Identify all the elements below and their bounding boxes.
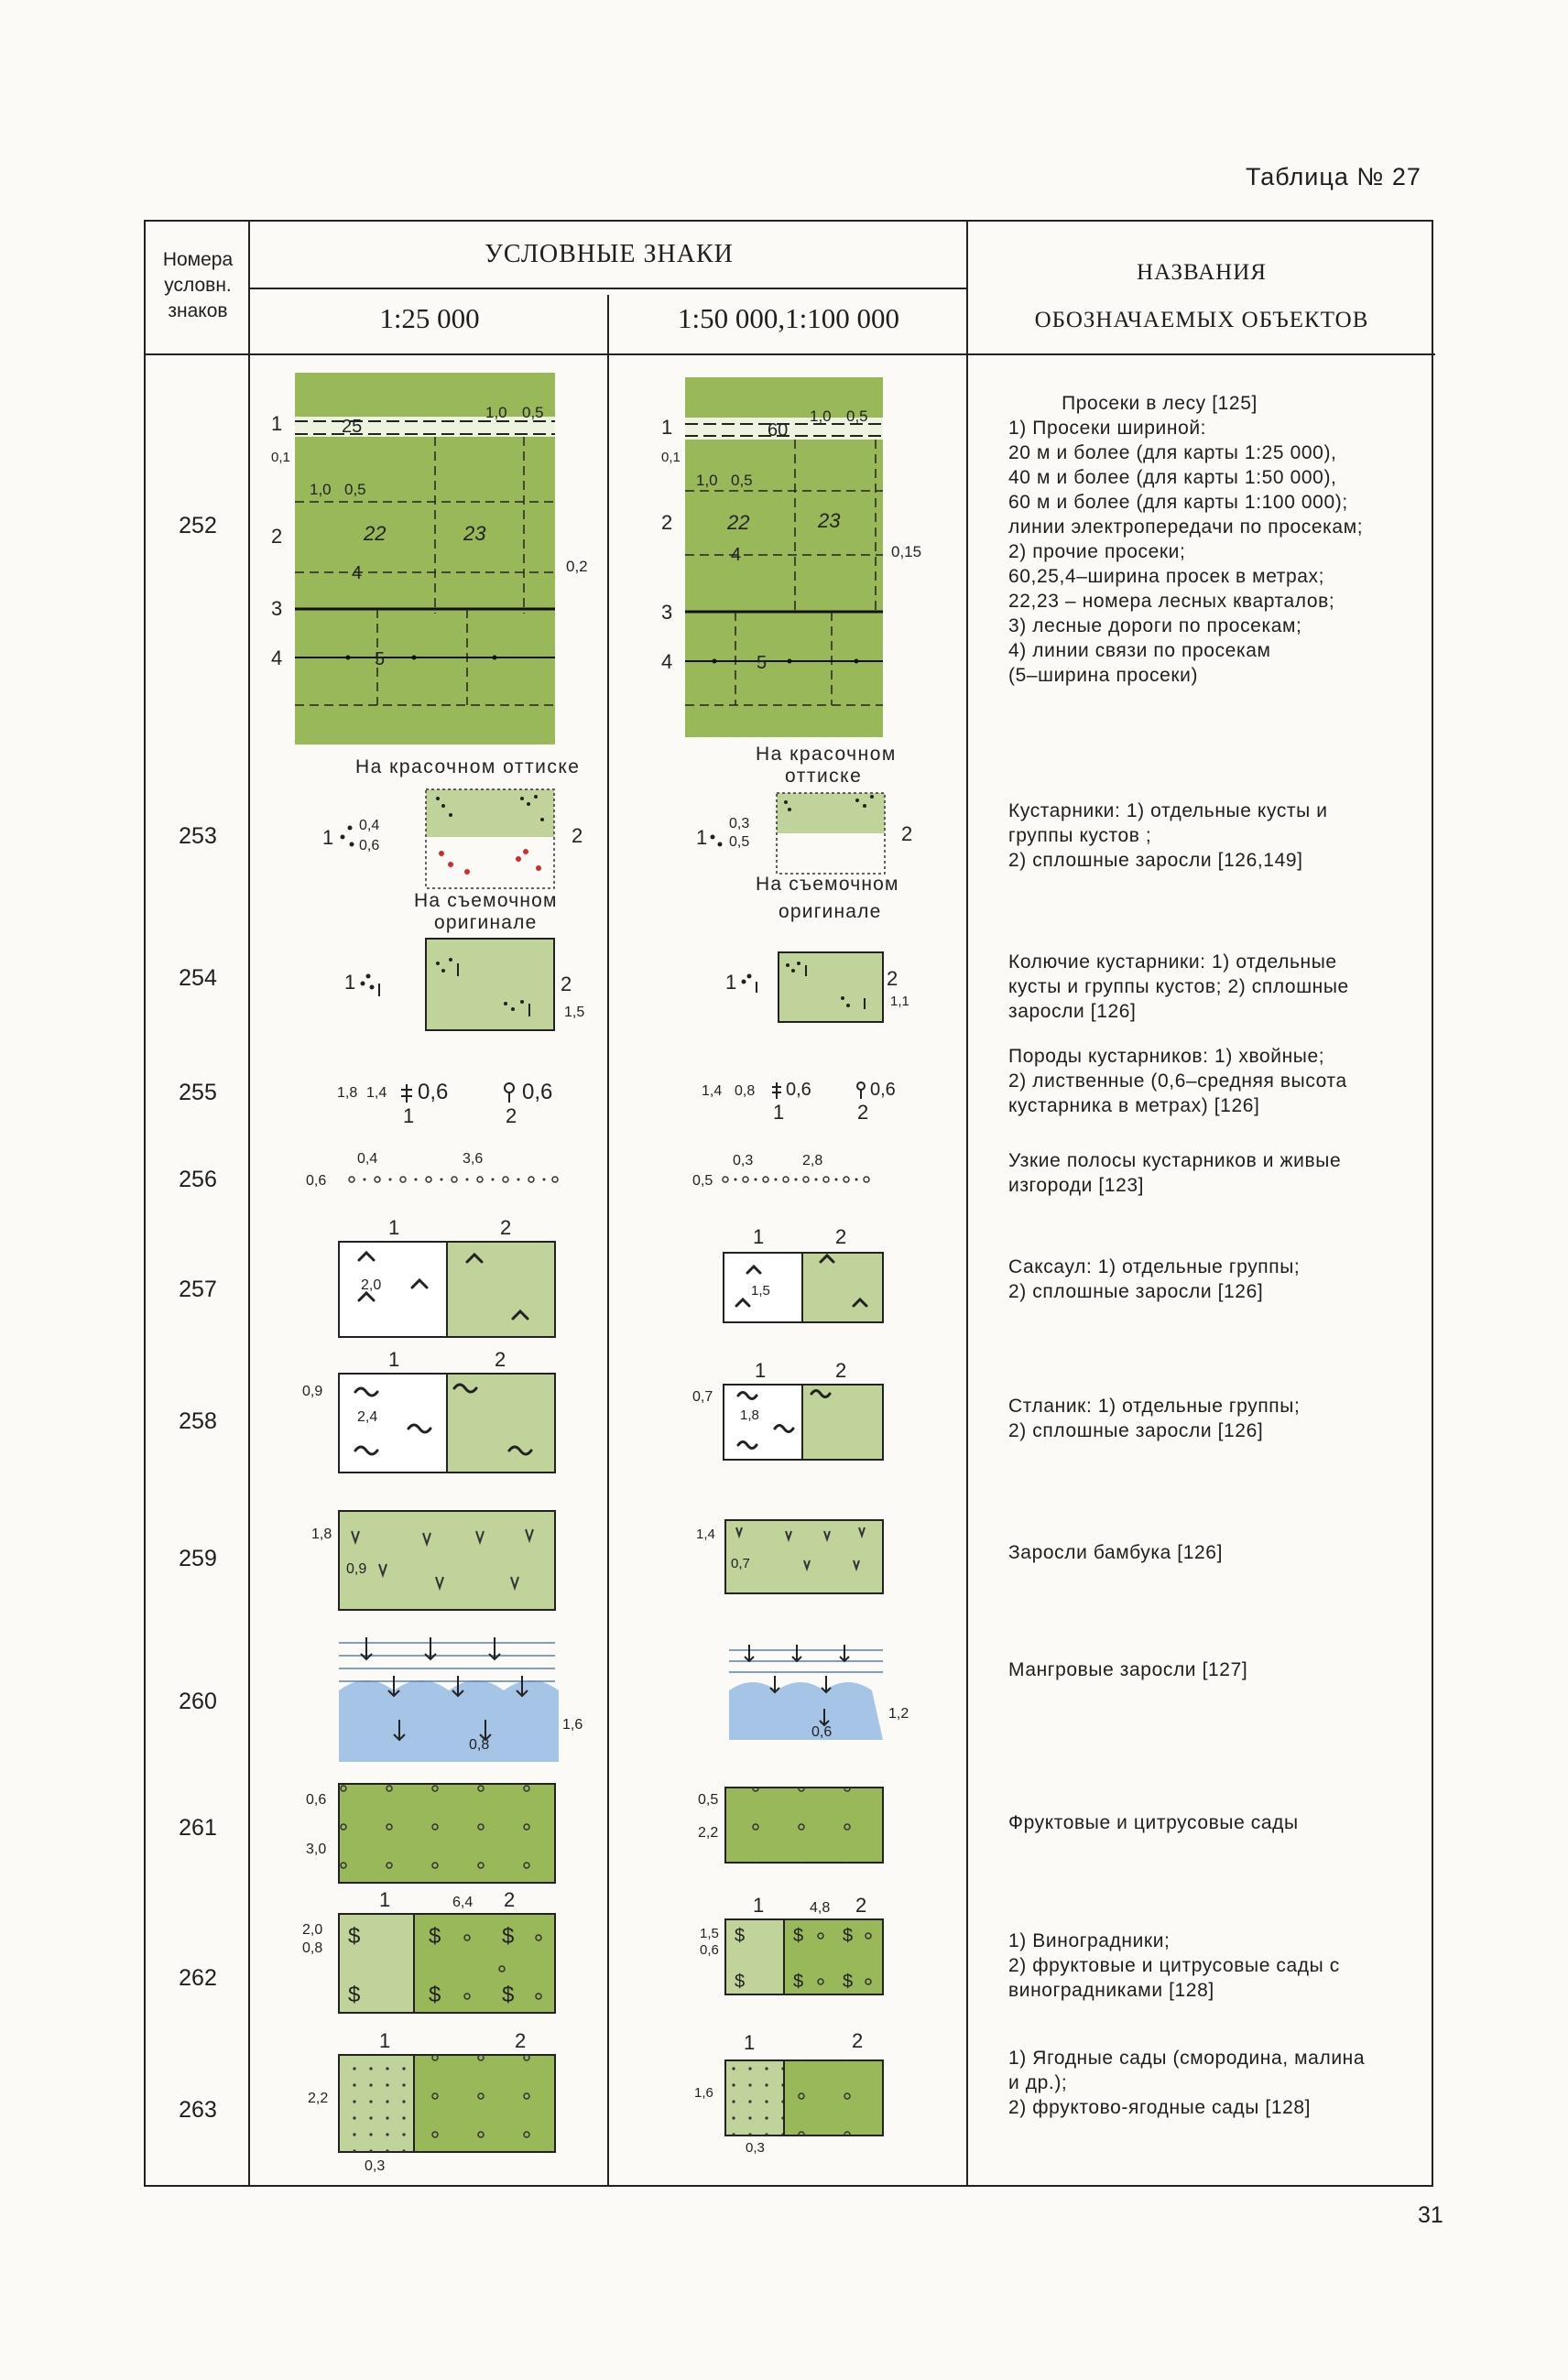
- label-252-s2-width: 60: [768, 420, 789, 440]
- symbol-252-s1-block: [295, 437, 555, 744]
- label-252-s2-e: 0,5: [731, 472, 753, 489]
- label-256-s1-a: 0,4: [357, 1151, 378, 1167]
- label-252-s2-quarter-22: 22: [727, 511, 750, 534]
- label-255-s2-1: 1: [773, 1101, 785, 1124]
- label-254-s2-a: 1,1: [890, 994, 909, 1009]
- label-252-s1-width: 25: [342, 417, 363, 437]
- symbol-258-s1-filled: [447, 1374, 555, 1473]
- label-255-s1-height-1: 0,6: [418, 1080, 449, 1104]
- label-252-s1-1: 1: [271, 412, 283, 435]
- symbol-258-s2: [692, 1359, 883, 1460]
- label-252-s1-b: 0,5: [522, 404, 544, 421]
- label-252-s1-e: 0,5: [344, 481, 366, 498]
- label-260-s1-b: 1,6: [562, 1717, 583, 1733]
- note-252-s2-line-2: оттиске: [785, 766, 863, 787]
- label-257-s1-2: 2: [500, 1216, 512, 1239]
- symbol-254-s1: [344, 939, 584, 1030]
- label-252-s2-quarter-23: 23: [818, 509, 841, 532]
- note-252-s2-line-1: На красочном: [756, 744, 897, 765]
- label-262-s1-2: 2: [504, 1888, 516, 1911]
- label-254-s2-1: 1: [725, 971, 737, 994]
- note-253-s2-line-1: На съемочном: [756, 874, 899, 895]
- label-258-s2-a: 0,7: [692, 1389, 713, 1405]
- label-252-s1-w4: 4: [352, 563, 363, 583]
- note-253-s1-line-1: На съемочном: [414, 890, 558, 911]
- desc-line: 60,25,4–ширина просек в метрах;: [1008, 566, 1325, 587]
- desc-line: 2) сплошные заросли [126]: [1008, 1281, 1264, 1302]
- svg-text:$: $: [735, 1972, 746, 1992]
- desc-line: 3) лесные дороги по просекам;: [1008, 615, 1302, 636]
- header-names-line-1: НАЗВАНИЯ: [1137, 260, 1267, 285]
- label-252-s2-3: 3: [661, 601, 673, 624]
- label-255-s1-1: 1: [403, 1104, 415, 1127]
- desc-line: 40 м и более (для карты 1:50 000),: [1008, 467, 1337, 488]
- desc-line: Стланик: 1) отдельные группы;: [1008, 1396, 1301, 1417]
- row-number-261: 261: [179, 1815, 217, 1841]
- label-255-s2-b: 0,8: [735, 1083, 756, 1099]
- label-263-s2-2: 2: [852, 2029, 864, 2052]
- symbol-252-s1: [271, 373, 588, 777]
- label-252-s1-c: 0,1: [271, 450, 290, 465]
- label-252-s1-a: 1,0: [485, 404, 507, 421]
- label-255-s2-height-2: 0,6: [870, 1080, 896, 1100]
- label-263-s1-a: 2,2: [308, 2091, 329, 2106]
- label-252-s2-1: 1: [661, 416, 673, 439]
- symbol-258-s2-open: [724, 1385, 802, 1460]
- label-258-s1-2: 2: [495, 1348, 506, 1371]
- label-260-s2-a: 0,6: [811, 1724, 833, 1740]
- symbol-263-s2-berry-dots: [725, 2060, 784, 2135]
- desc-line: Мангровые заросли [127]: [1008, 1659, 1248, 1680]
- label-258-s2-1: 1: [755, 1359, 767, 1382]
- svg-text:$: $: [793, 1926, 804, 1946]
- desc-line: 2) фруктовые и цитрусовые сады с: [1008, 1955, 1340, 1976]
- row-number-260: 260: [179, 1689, 217, 1714]
- row-number-262: 262: [179, 1965, 217, 1991]
- label-259-s2-b: 0,7: [731, 1556, 750, 1571]
- label-262-s2-1: 1: [753, 1894, 765, 1917]
- label-252-s2-w4: 4: [731, 545, 742, 565]
- label-254-s1-2: 2: [561, 973, 572, 995]
- symbol-252-s2: [661, 377, 921, 787]
- desc-line: группы кустов ;: [1008, 825, 1152, 846]
- label-252-s2-2: 2: [661, 511, 673, 534]
- symbol-263-s2: [694, 2029, 883, 2156]
- label-262-s1-b: 2,0: [302, 1922, 323, 1938]
- svg-text:$: $: [429, 1924, 441, 1949]
- symbol-260-s1: [339, 1637, 583, 1762]
- desc-line: Породы кустарников: 1) хвойные;: [1008, 1046, 1325, 1067]
- symbol-257-s1-filled: [447, 1242, 555, 1337]
- header-signs: УСЛОВНЫЕ ЗНАКИ: [485, 240, 734, 268]
- desc-252-title: Просеки в лесу [125]: [1062, 393, 1258, 414]
- desc-line: линии электропередачи по просекам;: [1008, 516, 1364, 538]
- row-number-255: 255: [179, 1080, 217, 1105]
- label-257-s2-a: 1,5: [751, 1283, 770, 1299]
- label-258-s1-1: 1: [388, 1348, 400, 1371]
- desc-line: 2) прочие просеки;: [1008, 541, 1186, 562]
- row-number-263: 263: [179, 2097, 217, 2123]
- desc-line: 2) лиственные (0,6–средняя высота: [1008, 1070, 1347, 1092]
- label-259-s2-a: 1,4: [696, 1527, 715, 1542]
- svg-text:$: $: [348, 1983, 361, 2007]
- label-261-s2-a: 0,5: [698, 1792, 719, 1808]
- desc-line: 4) линии связи по просекам: [1008, 640, 1271, 661]
- symbol-259-s1: [311, 1511, 555, 1610]
- desc-line: 20 м и более (для карты 1:25 000),: [1008, 442, 1337, 463]
- label-262-s1-a: 6,4: [452, 1895, 474, 1910]
- label-263-s1-b: 0,3: [365, 2158, 386, 2174]
- symbol-263-s1-berry-dots: [339, 2055, 414, 2152]
- symbol-261-s1: [306, 1784, 555, 1883]
- row-number-256: 256: [179, 1167, 217, 1192]
- label-259-s1-b: 0,9: [346, 1561, 367, 1577]
- label-255-s1-a: 1,8: [337, 1085, 358, 1101]
- symbol-253-s1: [322, 789, 583, 933]
- symbol-255-s2: [702, 1080, 896, 1124]
- label-255-s1-2: 2: [506, 1104, 517, 1127]
- label-252-s2-side: 0,15: [891, 543, 922, 560]
- svg-text:$: $: [502, 1924, 515, 1949]
- svg-text:$: $: [843, 1926, 854, 1946]
- symbol-263-s1-fruit-dots: [414, 2055, 555, 2152]
- desc-line: виноградниками [128]: [1008, 1980, 1214, 2001]
- label-253-s1-1: 1: [322, 826, 334, 849]
- header-number-line-3: знаков: [168, 300, 228, 321]
- label-255-s2-a: 1,4: [702, 1083, 723, 1099]
- desc-line: заросли [126]: [1008, 1001, 1137, 1022]
- row-number-253: 253: [179, 823, 217, 849]
- desc-line: 1) Ягодные сады (смородина, малина: [1008, 2048, 1366, 2069]
- note-253-s1-line-2: оригинале: [434, 912, 538, 933]
- label-258-s1-b: 2,4: [357, 1409, 378, 1425]
- symbol-263-s1: [308, 2029, 555, 2174]
- label-256-s1-c: 0,6: [306, 1173, 327, 1189]
- row-number-252: 252: [179, 513, 217, 538]
- label-252-s2-w5: 5: [757, 653, 768, 673]
- symbol-263-s2-fruit-dots: [784, 2060, 883, 2135]
- symbol-261-s2-dots: [725, 1788, 883, 1863]
- desc-line: 1) Просеки шириной:: [1008, 418, 1207, 439]
- label-260-s1-a: 0,8: [469, 1737, 490, 1753]
- desc-line: изгороди [123]: [1008, 1175, 1145, 1196]
- table-caption: Таблица № 27: [1246, 163, 1421, 190]
- svg-text:$: $: [429, 1983, 441, 2007]
- symbol-259-s1-fill: [339, 1511, 555, 1610]
- label-252-s2-b: 0,5: [846, 408, 868, 425]
- symbol-254-s2: [725, 952, 909, 1022]
- label-252-s1-3: 3: [271, 597, 283, 620]
- symbol-262-s2: [700, 1894, 883, 1994]
- label-258-s1-a: 0,9: [302, 1384, 323, 1399]
- label-254-s1-1: 1: [344, 971, 356, 994]
- header-number-line-1: Номера: [162, 249, 234, 270]
- label-252-s2-c: 0,1: [661, 450, 681, 465]
- label-252-s1-4: 4: [271, 647, 283, 669]
- desc-line: (5–ширина просеки): [1008, 665, 1199, 686]
- label-263-s2-a: 1,6: [694, 2085, 713, 2101]
- symbol-257-s1: [339, 1216, 555, 1337]
- svg-text:$: $: [735, 1926, 746, 1946]
- symbol-257-s2: [724, 1225, 883, 1322]
- label-257-s1-1: 1: [388, 1216, 400, 1239]
- label-262-s2-c: 0,6: [700, 1942, 719, 1958]
- header-number-line-2: условн.: [164, 275, 232, 296]
- label-255-s1-height-2: 0,6: [522, 1080, 553, 1104]
- label-252-s1-2: 2: [271, 525, 283, 548]
- label-253-s2-1: 1: [696, 826, 708, 849]
- label-252-s2-4: 4: [661, 650, 673, 673]
- symbol-253-s2: [696, 793, 912, 922]
- label-256-s1-b: 3,6: [463, 1151, 484, 1167]
- label-253-s1-2: 2: [572, 824, 583, 847]
- label-253-s2-b: 0,5: [729, 834, 750, 850]
- label-256-s2-c: 0,5: [692, 1173, 713, 1189]
- desc-line: кустарника в метрах) [126]: [1008, 1095, 1260, 1116]
- label-262-s2-2: 2: [855, 1894, 867, 1917]
- label-253-s2-2: 2: [901, 822, 913, 845]
- symbol-260-s2: [729, 1645, 909, 1740]
- symbol-252-s1-top-band: [295, 373, 555, 417]
- desc-line: и др.);: [1008, 2072, 1068, 2093]
- desc-line: 22,23 – номера лесных кварталов;: [1008, 591, 1335, 612]
- symbol-258-s2-filled: [802, 1385, 883, 1460]
- label-263-s2-b: 0,3: [746, 2140, 765, 2156]
- desc-line: Кустарники: 1) отдельные кусты и: [1008, 800, 1328, 821]
- desc-line: Саксаул: 1) отдельные группы;: [1008, 1256, 1301, 1277]
- label-253-s1-a: 0,4: [359, 818, 380, 833]
- desc-line: Узкие полосы кустарников и живые: [1008, 1150, 1342, 1171]
- desc-line: Фруктовые и цитрусовые сады: [1008, 1812, 1299, 1833]
- label-256-s2-b: 2,8: [802, 1153, 823, 1168]
- label-262-s1-c: 0,8: [302, 1940, 323, 1956]
- label-253-s2-a: 0,3: [729, 816, 750, 831]
- row-number-259: 259: [179, 1546, 217, 1571]
- symbol-255-s1: [337, 1080, 552, 1127]
- note-252-s1: На красочном оттиске: [355, 756, 581, 777]
- label-255-s2-2: 2: [857, 1101, 869, 1124]
- label-261-s1-a: 0,6: [306, 1792, 327, 1808]
- label-263-s1-2: 2: [515, 2029, 527, 2052]
- label-263-s1-1: 1: [379, 2029, 391, 2052]
- label-260-s2-b: 1,2: [888, 1706, 909, 1722]
- symbol-261-s2: [698, 1788, 883, 1863]
- symbol-254-s2-fill: [779, 952, 883, 1022]
- label-262-s2-b: 1,5: [700, 1926, 719, 1941]
- label-262-s1-1: 1: [379, 1888, 391, 1911]
- label-252-s1-side: 0,2: [566, 558, 588, 575]
- label-253-s1-b: 0,6: [359, 838, 380, 853]
- label-257-s2-1: 1: [753, 1225, 765, 1248]
- label-252-s2-a: 1,0: [810, 408, 832, 425]
- label-252-s1-w5: 5: [375, 649, 386, 669]
- symbol-254-s1-fill: [426, 939, 554, 1030]
- svg-text:$: $: [348, 1924, 361, 1949]
- svg-text:$: $: [793, 1972, 804, 1992]
- row-number-254: 254: [179, 965, 217, 991]
- desc-line: Заросли бамбука [126]: [1008, 1542, 1224, 1563]
- label-259-s1-a: 1,8: [311, 1527, 332, 1542]
- desc-line: 2) сплошные заросли [126,149]: [1008, 850, 1303, 871]
- svg-text:$: $: [502, 1983, 515, 2007]
- symbol-253-s2-fill: [777, 793, 885, 833]
- note-253-s2-line-2: оригинале: [779, 901, 882, 922]
- svg-text:$: $: [843, 1972, 854, 1992]
- label-252-s1-quarter-22: 22: [364, 522, 387, 545]
- symbol-257-s2-filled: [802, 1253, 883, 1322]
- header-scale-1: 1:25 000: [379, 302, 480, 334]
- row-number-258: 258: [179, 1408, 217, 1434]
- header-names-line-2: ОБОЗНАЧАЕМЫХ ОБЪЕКТОВ: [1034, 308, 1369, 332]
- label-261-s2-b: 2,2: [698, 1825, 719, 1841]
- label-258-s2-b: 1,8: [740, 1407, 759, 1423]
- label-252-s1-quarter-23: 23: [463, 522, 486, 545]
- label-254-s1-a: 1,5: [564, 1005, 585, 1020]
- label-261-s1-b: 3,0: [306, 1842, 327, 1857]
- desc-line: кусты и группы кустов; 2) сплошные: [1008, 976, 1349, 997]
- label-256-s2-a: 0,3: [733, 1153, 754, 1168]
- label-263-s2-1: 1: [744, 2031, 756, 2054]
- label-252-s1-d: 1,0: [310, 481, 332, 498]
- symbol-262-s1: [302, 1888, 555, 2013]
- symbol-260-s2-water: [729, 1682, 883, 1740]
- page-number: 31: [1418, 2202, 1443, 2228]
- desc-line: 60 м и более (для карты 1:100 000);: [1008, 492, 1348, 513]
- header-scale-2: 1:50 000,1:100 000: [678, 302, 899, 334]
- symbol-261-s1-dots: [339, 1784, 555, 1883]
- symbol-259-s2: [696, 1520, 883, 1593]
- symbol-258-s1-open: [339, 1374, 447, 1473]
- label-255-s2-height-1: 0,6: [786, 1080, 811, 1100]
- symbol-257-s1-open: [339, 1242, 447, 1337]
- label-257-s1-a: 2,0: [361, 1277, 382, 1293]
- symbol-258-s1: [302, 1348, 555, 1473]
- desc-line: 2) фруктово-ягодные сады [128]: [1008, 2097, 1312, 2118]
- desc-line: 2) сплошные заросли [126]: [1008, 1420, 1264, 1441]
- symbol-256-s1: [306, 1151, 558, 1189]
- desc-line: 1) Виноградники;: [1008, 1930, 1171, 1951]
- label-252-s2-d: 1,0: [696, 472, 718, 489]
- desc-line: Колючие кустарники: 1) отдельные: [1008, 951, 1337, 973]
- label-257-s2-2: 2: [835, 1225, 847, 1248]
- label-255-s1-b: 1,4: [366, 1085, 387, 1101]
- row-number-257: 257: [179, 1277, 217, 1302]
- label-258-s2-2: 2: [835, 1359, 847, 1382]
- label-254-s2-2: 2: [887, 967, 898, 990]
- label-262-s2-a: 4,8: [810, 1900, 831, 1916]
- symbol-256-s2: [692, 1153, 869, 1189]
